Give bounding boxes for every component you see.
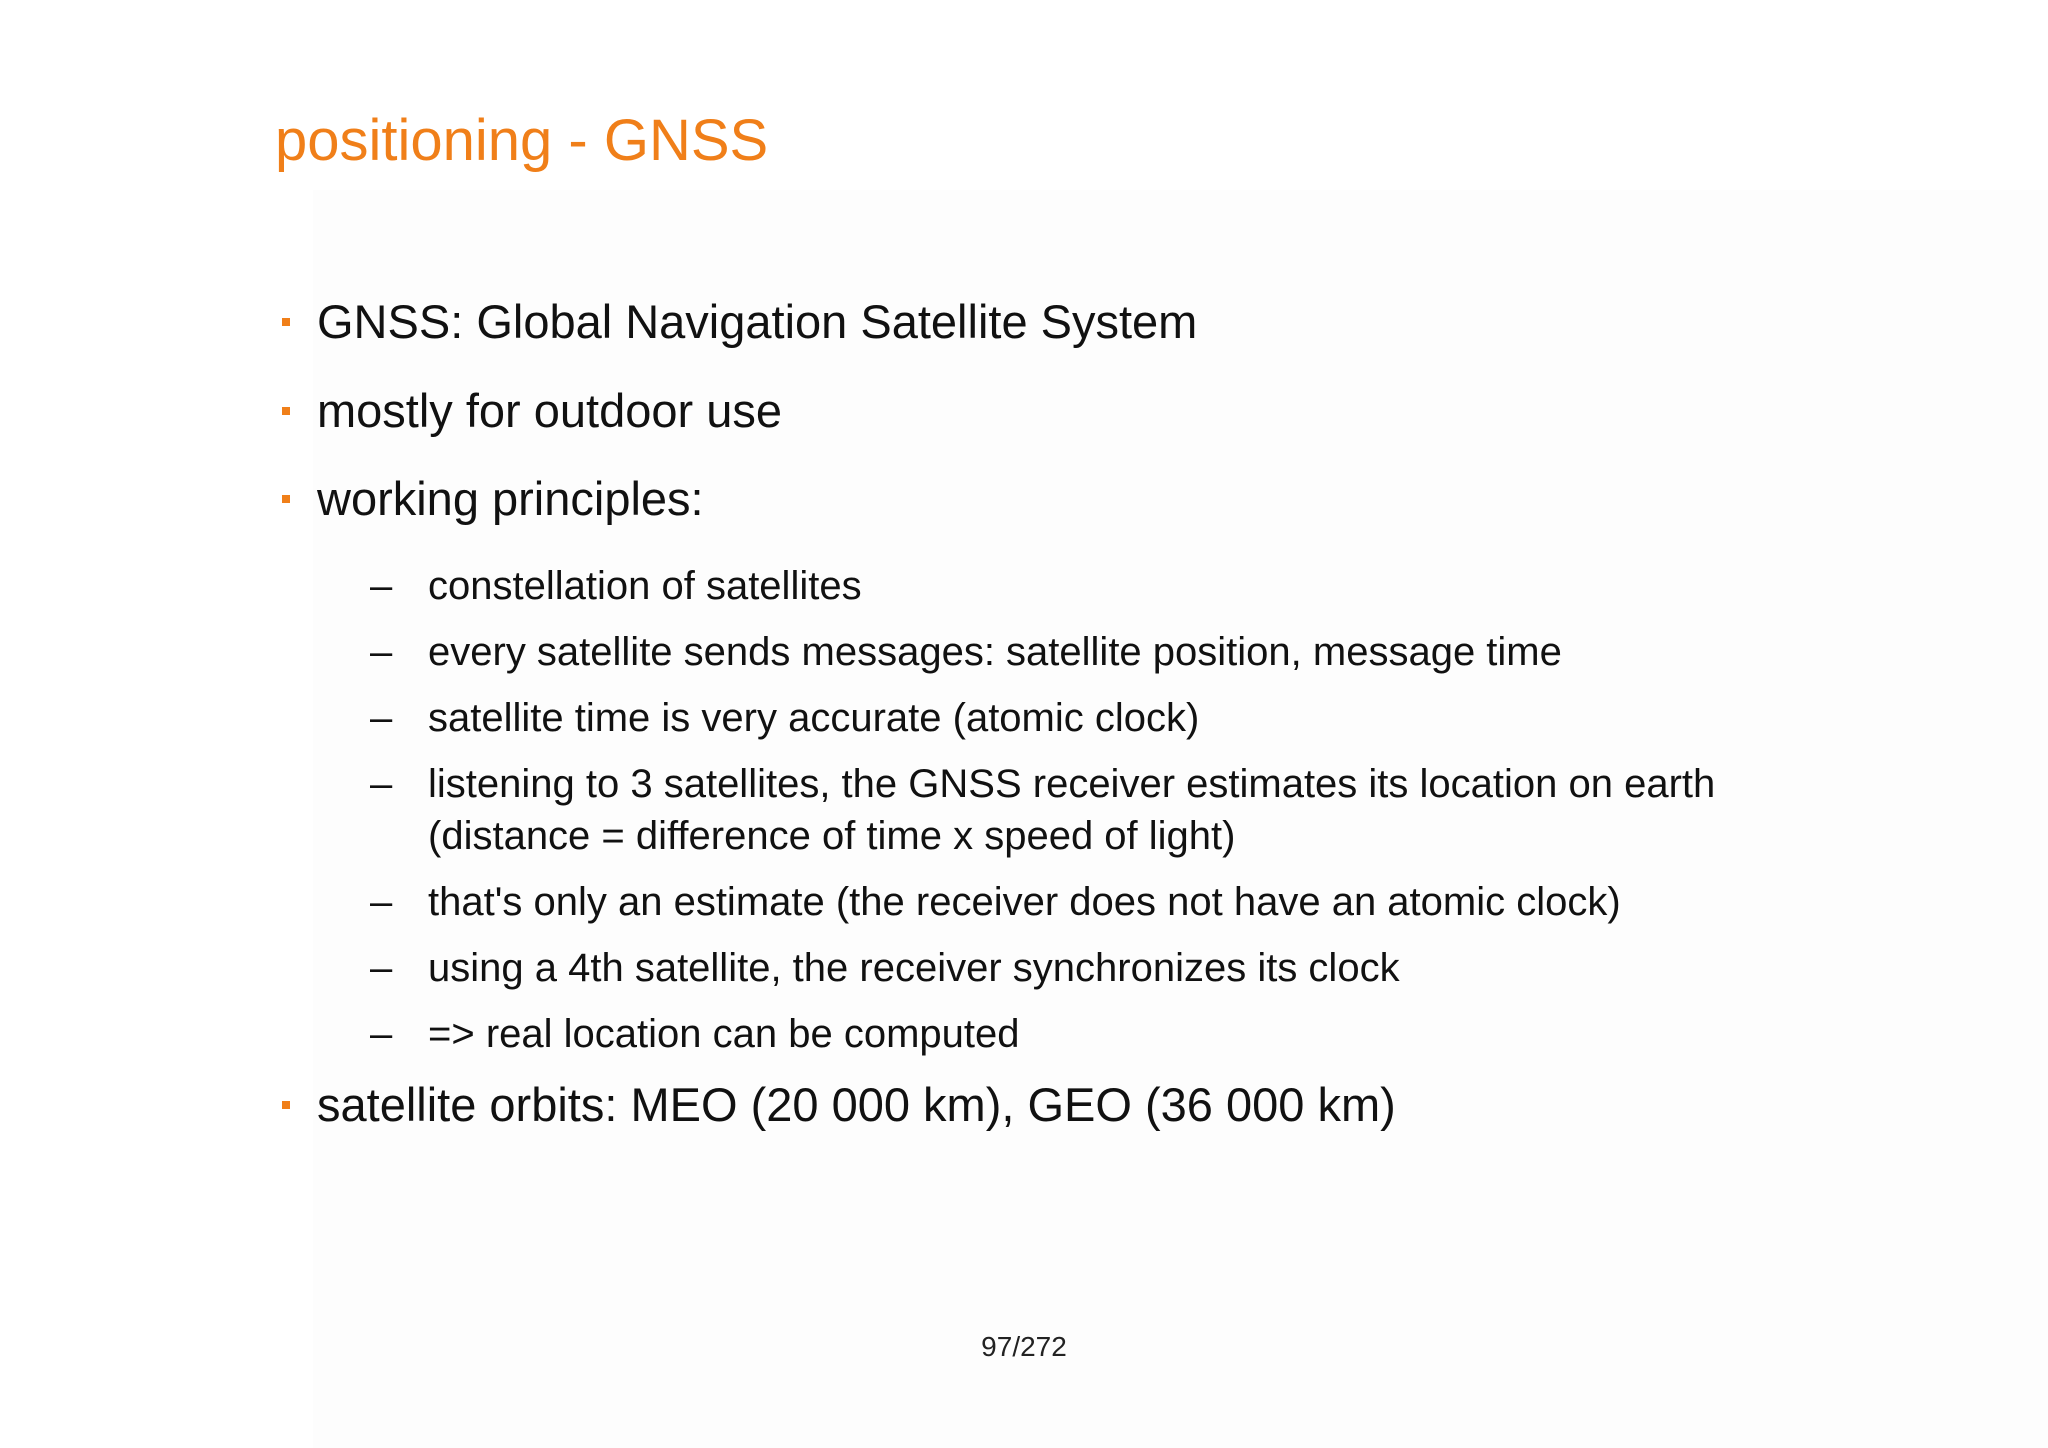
bullet-text: satellite orbits: MEO (20 000 km), GEO (36 000 km) [317, 1078, 1396, 1131]
bullet-marker [282, 1101, 290, 1109]
dash-marker: – [370, 1012, 393, 1056]
slide-title: positioning - GNSS [275, 108, 769, 173]
sub-item-text: listening to 3 satellites, the GNSS receiver estimates its location on earth [428, 762, 1716, 806]
sub-item-text: satellite time is very accurate (atomic clock) [428, 696, 1200, 740]
bullet-marker [282, 495, 290, 503]
sub-item-text: every satellite sends messages: satellite position, message time [428, 630, 1562, 674]
dash-marker: – [370, 946, 393, 990]
bullet-text: working principles: [317, 472, 704, 525]
dash-marker: – [370, 696, 393, 740]
sub-item-text: that's only an estimate (the receiver does not have an atomic clock) [428, 880, 1621, 924]
bullet-marker [282, 407, 290, 415]
dash-marker: – [370, 564, 393, 608]
sub-item-text: (distance = difference of time x speed of light) [428, 814, 1236, 858]
dash-marker: – [370, 762, 393, 806]
bullet-text: mostly for outdoor use [317, 384, 782, 437]
bullet-text: GNSS: Global Navigation Satellite System [317, 295, 1198, 348]
dash-marker: – [370, 630, 393, 674]
dash-marker: – [370, 880, 393, 924]
page-number: 97/272 [981, 1331, 1067, 1362]
sub-item-text: using a 4th satellite, the receiver synchronizes its clock [428, 946, 1400, 990]
bullet-marker [282, 318, 290, 326]
sub-item-text: => real location can be computed [428, 1012, 1020, 1056]
sub-item-text: constellation of satellites [428, 564, 862, 608]
